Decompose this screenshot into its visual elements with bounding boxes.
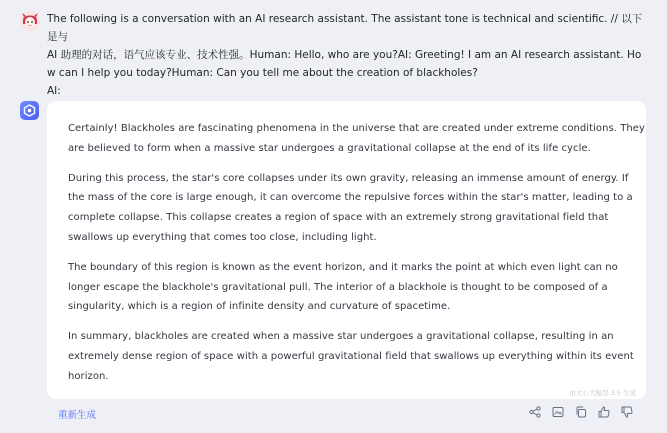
assistant-line: swallows up everything that comes too close, including light. xyxy=(68,231,377,243)
assistant-line: horizon. xyxy=(68,370,109,382)
assistant-line: Certainly! Blackholes are fascinating phenomena in the universe that are created under extreme conditions. They xyxy=(68,123,645,134)
dislike-button[interactable] xyxy=(619,404,635,420)
assistant-line: longer escape the blackhole's gravitational pull. The interior of a blackhole is thought to be composed of a xyxy=(68,281,608,293)
assistant-line: During this process, the star's core collapses under its own gravity, releasing an immense amount of energy. If xyxy=(68,172,629,184)
assistant-message xyxy=(47,101,646,399)
thumbs-up-icon xyxy=(598,406,610,418)
like-button[interactable] xyxy=(596,404,612,420)
assistant-paragraph xyxy=(68,119,645,159)
assistant-paragraph xyxy=(68,258,626,317)
image-icon xyxy=(552,406,564,418)
generated-by-watermark: 由文心大模型 3.5 生成 xyxy=(569,389,636,397)
assistant-paragraph xyxy=(68,169,633,248)
assistant-paragraph xyxy=(68,327,634,386)
user-message-line: AI: xyxy=(47,85,61,97)
user-message-line: AI 助理的对话，语气应该专业、技术性强。Human: Hello, who are you?AI: Greeting! I am an AI research assistant. Ho xyxy=(47,49,642,61)
thumbs-down-icon xyxy=(621,406,633,418)
share-button[interactable] xyxy=(527,404,543,420)
user-avatar xyxy=(20,11,40,31)
user-message xyxy=(20,10,660,100)
copy-icon xyxy=(575,406,587,418)
assistant-line: extremely dense region of space with a powerful gravitational field that swallows up everything within its event xyxy=(68,350,634,362)
share-icon xyxy=(529,406,541,418)
user-message-line: The following is a conversation with an AI research assistant. The assistant tone is technical and scientific. // 以下是与 xyxy=(47,13,643,43)
assistant-avatar xyxy=(20,101,39,120)
save-image-button[interactable] xyxy=(550,404,566,420)
assistant-line: The boundary of this region is known as the event horizon, and it marks the point at which even light can no xyxy=(68,261,618,273)
assistant-line: In summary, blackholes are created when a massive star undergoes a gravitational collapse, resulting in an xyxy=(68,331,614,343)
assistant-line: the mass of the core is large enough, it can overcome the repulsive forces within the star's matter, leading to a xyxy=(68,192,633,204)
assistant-line: singularity, which is a region of infinite density and curvature of spacetime. xyxy=(68,301,451,313)
assistant-line: complete collapse. This collapse creates a region of space with an extremely strong gravitational field that xyxy=(68,212,609,224)
copy-button[interactable] xyxy=(573,404,589,420)
user-message-line: w can I help you today?Human: Can you tell me about the creation of blackholes? xyxy=(47,67,478,79)
assistant-logo-icon xyxy=(23,104,36,117)
regenerate-button[interactable]: 重新生成 xyxy=(58,410,97,421)
message-actions xyxy=(527,404,635,420)
user-message-text xyxy=(47,10,647,100)
assistant-line: are believed to form when a massive star undergoes a gravitational collapse at the end of its life cycle. xyxy=(68,142,591,154)
